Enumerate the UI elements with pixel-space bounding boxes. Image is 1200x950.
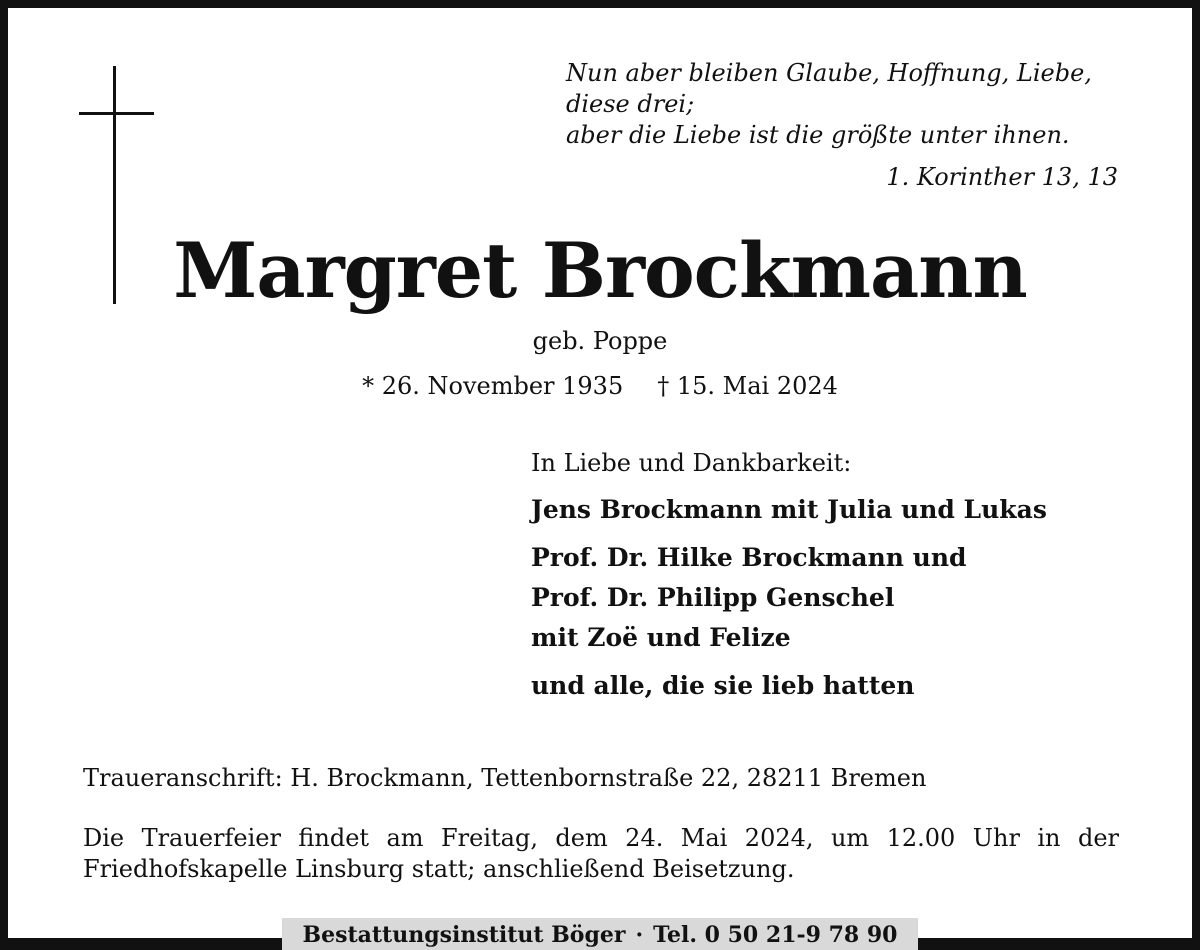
ceremony-notice: [83, 823, 1119, 885]
quote-line: aber die Liebe ist die größte unter ihnen.: [566, 121, 1070, 149]
bottom-rule-right: [918, 938, 1200, 950]
mourners-intro: In Liebe und Dankbarkeit:: [531, 449, 852, 477]
death-date: † 15. Mai 2024: [657, 372, 838, 400]
ceremony-line: Friedhofskapelle Linsburg statt; anschließend Beisetzung.: [83, 855, 795, 883]
family-line: Prof. Dr. Philipp Genschel: [531, 583, 895, 612]
quote-line: Nun aber bleiben Glaube, Hoffnung, Liebe,: [566, 59, 1092, 87]
family-line: Prof. Dr. Hilke Brockmann und: [531, 543, 967, 572]
mourners-block: [531, 448, 1151, 706]
bottom-rule-left: [0, 938, 282, 950]
maiden-name: geb. Poppe: [532, 327, 668, 355]
funeral-home-footer: [282, 918, 918, 950]
funeral-home-name: Bestattungsinstitut Böger: [302, 922, 626, 948]
quote-source: 1. Korinther 13, 13: [886, 163, 1118, 191]
condolence-address: Traueranschrift: H. Brockmann, Tettenbornstraße 22, 28211 Bremen: [83, 764, 927, 792]
cross-horizontal-bar: [79, 112, 154, 115]
family-line: mit Zoë und Felize: [531, 623, 791, 652]
family-line: und alle, die sie lieb hatten: [531, 671, 915, 700]
family-line: Jens Brockmann mit Julia und Lukas: [531, 495, 1047, 524]
bible-quote: [566, 58, 1126, 151]
deceased-name: Margret Brockmann: [173, 226, 1027, 315]
funeral-home-phone: Tel. 0 50 21-9 78 90: [653, 922, 898, 948]
footer-separator: ·: [635, 922, 644, 948]
birth-date: * 26. November 1935: [362, 372, 624, 400]
quote-line: diese drei;: [566, 90, 695, 118]
ceremony-line: Die Trauerfeier findet am Freitag, dem 24. Mai 2024, um 12.00 Uhr in der: [83, 824, 1119, 852]
life-dates: [0, 372, 1200, 400]
